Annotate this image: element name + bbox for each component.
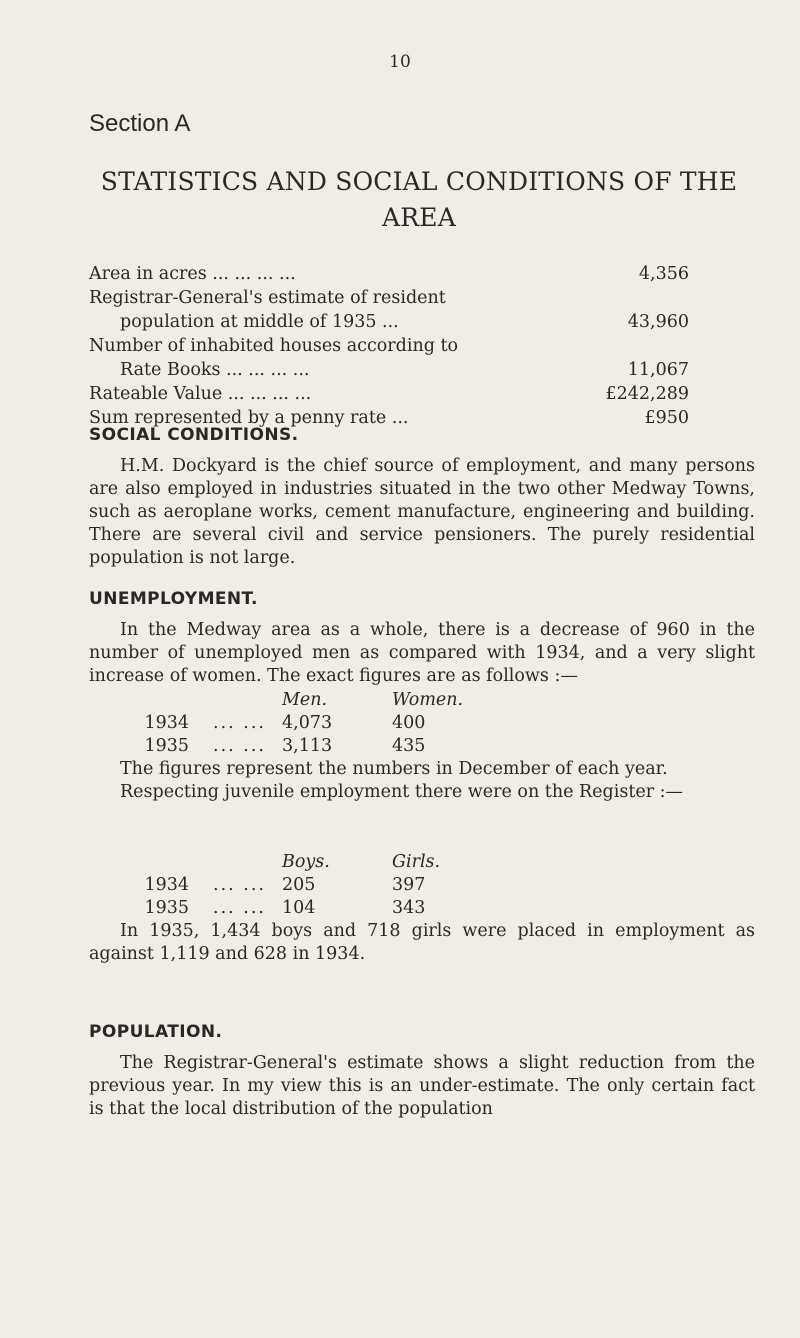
row-year: 1935 [144,736,189,756]
stat-value: £242,289 [605,384,689,404]
stat-row [89,286,689,334]
stat-label: Sum represented by a penny rate ... [89,408,409,428]
social-conditions-heading: SOCIAL CONDITIONS. [89,425,299,445]
page-number: 10 [389,52,411,72]
column-header-men: Men. [282,690,328,710]
table-row [89,712,512,735]
stat-value: 4,356 [638,264,689,284]
stat-label: Registrar-General's estimate of resident [89,288,446,308]
stat-row [89,382,689,406]
women-value: 435 [392,736,426,756]
column-header-girls: Girls. [392,852,441,872]
boys-value: 104 [282,898,316,918]
row-year: 1935 [144,898,189,918]
population-paragraph: The Registrar-General's estimate shows a slight reduction from the previous year. In my view this is an under-estimate. The only certain fact is that the local distribution of the population [89,1053,755,1119]
placement-paragraph: In 1935, 1,434 boys and 718 girls were placed in employment as against 1,119 and 628 in 1934. [89,921,755,964]
row-leader: ... ... [213,713,266,733]
social-conditions-text [89,455,755,570]
statistics-list [89,262,689,430]
unemployment-note [89,758,755,804]
stat-row [89,334,689,382]
stat-value: £950 [644,408,689,428]
population-text [89,1052,755,1121]
table-header-row [89,689,512,712]
stat-value: 11,067 [627,360,689,380]
stat-label: Rateable Value ... ... ... ... [89,384,312,404]
stat-label: Area in acres ... ... ... ... [89,264,296,284]
section-label: Section A [89,110,191,137]
men-value: 4,073 [282,713,333,733]
juvenile-intro-paragraph: Respecting juvenile employment there were on the Register :— [120,782,684,802]
table-row [89,874,512,897]
row-year: 1934 [144,875,189,895]
population-heading: POPULATION. [89,1022,223,1042]
stat-row [89,262,689,286]
table-row [89,897,512,920]
unemployment-intro-paragraph: In the Medway area as a whole, there is a decrease of 960 in the number of unemployed men as compared with 1934, and a very slight increase of women. The exact figures are as follows :— [89,620,755,686]
column-header-women: Women. [392,690,464,710]
table-header-row [89,851,512,874]
row-year: 1934 [144,713,189,733]
girls-value: 397 [392,875,426,895]
table-row [89,735,512,758]
unemployment-intro [89,619,755,688]
girls-value: 343 [392,898,426,918]
unemployment-heading: UNEMPLOYMENT. [89,589,258,609]
stat-value: 43,960 [627,312,689,332]
row-leader: ... ... [213,875,266,895]
adult-unemployment-table [89,689,512,758]
men-value: 3,113 [282,736,333,756]
boys-value: 205 [282,875,316,895]
women-value: 400 [392,713,426,733]
juvenile-employment-table [89,851,512,920]
stat-label-continued: population at middle of 1935 ... [120,312,399,332]
stat-label: Number of inhabited houses according to [89,336,459,356]
row-leader: ... ... [213,898,266,918]
page-title: STATISTICS AND SOCIAL CONDITIONS OF THE AREA [100,167,738,232]
row-leader: ... ... [213,736,266,756]
placement-text [89,920,755,966]
social-conditions-paragraph: H.M. Dockyard is the chief source of employment, and many persons are also employed in industries situated in the two other Medway Towns, such as aeroplane works, cement manufacture, engineering and building. There are several civil and service pensioners. The purely residential population is not large. [89,456,755,568]
stat-label-continued: Rate Books ... ... ... ... [120,360,310,380]
figures-note-paragraph: The figures represent the numbers in December of each year. [120,759,668,779]
column-header-boys: Boys. [282,852,330,872]
